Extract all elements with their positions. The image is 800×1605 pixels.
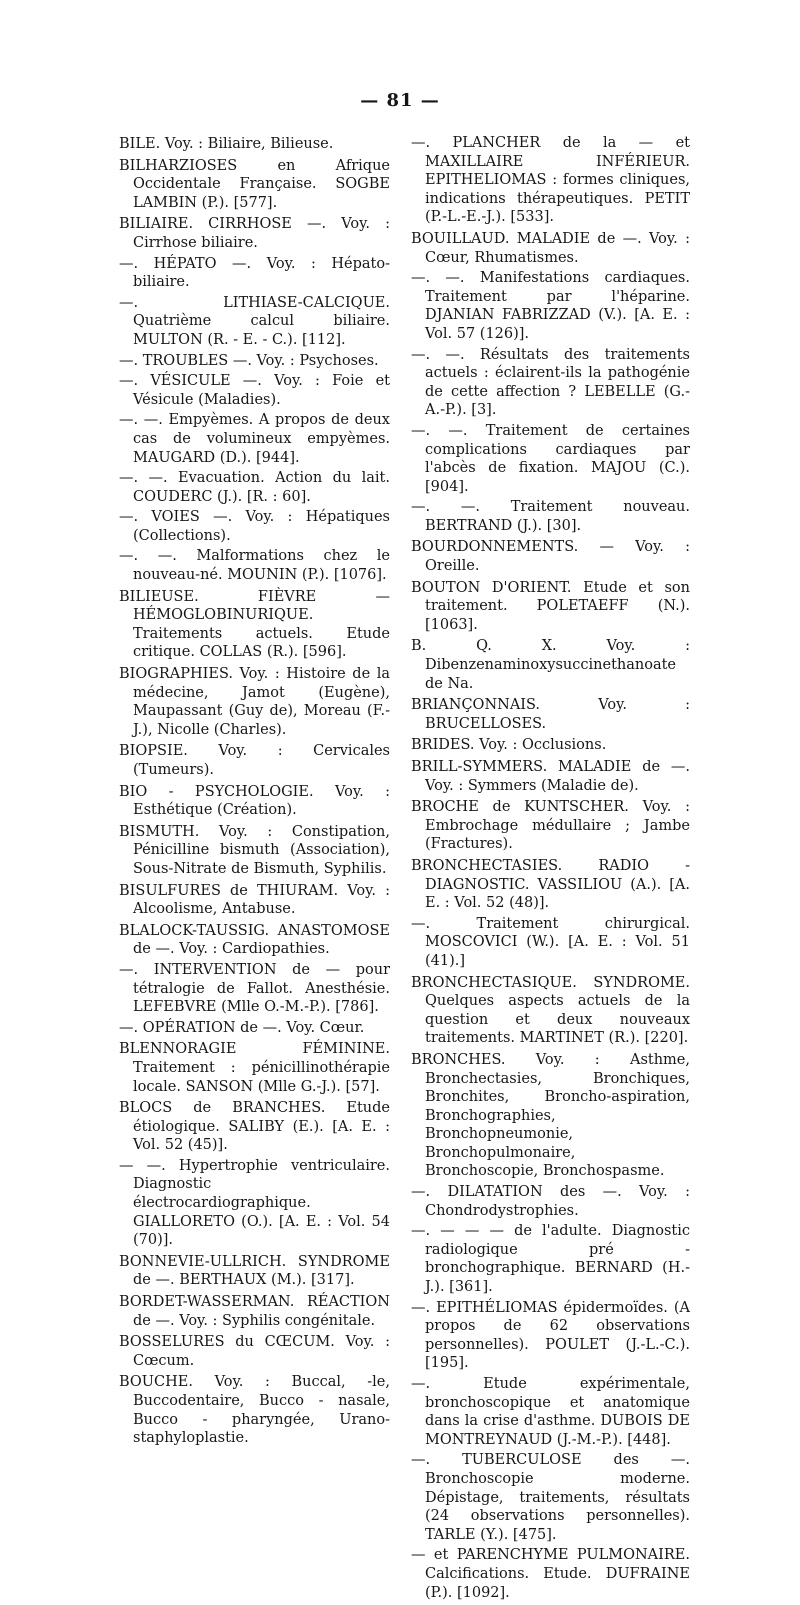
index-entry: BIO - PSYCHOLOGIE. Voy. : Esthétique (Création).: [119, 783, 390, 819]
index-entry: BRONCHES. Voy. : Asthme, Bronchectasies, Bronchiques, Bronchites, Broncho-aspiration, Bronchographies, Bronchopneumonie, Bronchopulmonaire, Bronchoscopie, Bronchospasme.: [411, 1051, 690, 1180]
index-entry: BIOGRAPHIES. Voy. : Histoire de la médecine, Jamot (Eugène), Maupassant (Guy de), Moreau (F.-J.), Nicolle (Charles).: [119, 666, 390, 738]
left-column: [119, 135, 390, 1451]
index-entry: BOURDONNEMENTS. — Voy. : Oreille.: [411, 539, 690, 575]
index-entry: BRILL-SYMMERS. MALADIE de —. Voy. : Symmers (Maladie de).: [411, 759, 690, 794]
index-entry: —. INTERVENTION de — pour tétralogie de Fallot. Anesthésie. LEFEBVRE (Mlle O.-M.-P.). [786].: [119, 961, 390, 1016]
index-entry: —. —. Traitement nouveau. BERTRAND (J.). [30].: [411, 499, 690, 534]
index-entry: —. Traitement chirurgical. MOSCOVICI (W.). [A. E. : Vol. 51 (41).]: [411, 915, 690, 969]
index-entry: —. LITHIASE-CALCIQUE. Quatrième calcul biliaire. MULTON (R. - E. - C.). [112].: [119, 294, 390, 348]
index-entry: BRONCHECTASIES. RADIO - DIAGNOSTIC. VASSILIOU (A.). [A. E. : Vol. 52 (48)].: [411, 857, 690, 912]
index-entry: —. —. Traitement de certaines complications cardiaques par l'abcès de fixation. MAJOU (C.). [904].: [411, 422, 690, 495]
index-entry: BOUTON D'ORIENT. Etude et son traitement. POLETAEFF (N.). [1063].: [411, 579, 690, 633]
index-entry: —. —. Malformations chez le nouveau-né. MOUNIN (P.). [1076].: [119, 548, 390, 584]
index-entry: BOUILLAUD. MALADIE de —. Voy. : Cœur, Rhumatismes.: [411, 230, 690, 266]
index-entry: —. —. Manifestations cardiaques. Traitement par l'héparine. DJANIAN FABRIZZAD (V.). [A. E. : Vol. 57 (126)].: [411, 270, 690, 342]
index-entry: —. — — — de l'adulte. Diagnostic radiologique pré - bronchographique. BERNARD (H.-J.). [361].: [411, 1223, 690, 1296]
index-entry: —. VOIES —. Voy. : Hépatiques (Collections).: [119, 509, 390, 544]
index-entry: BILIAIRE. CIRRHOSE —. Voy. : Cirrhose biliaire.: [119, 216, 390, 251]
index-entry: —. —. Empyèmes. A propos de deux cas de volumineux empyèmes. MAUGARD (D.). [944].: [119, 412, 390, 466]
index-entry: BLALOCK-TAUSSIG. ANASTOMOSE de —. Voy. : Cardiopathies.: [119, 922, 390, 958]
page-number: — 81 —: [360, 90, 440, 111]
index-entry: BILIEUSE. FIÈVRE — HÉMOGLOBINURIQUE. Traitements actuels. Etude critique. COLLAS (R.). [596].: [119, 588, 390, 661]
index-entry: —. DILATATION des —. Voy. : Chondrodystrophies.: [411, 1184, 690, 1219]
index-entry: BRIDES. Voy. : Occlusions.: [411, 737, 607, 754]
index-entry: BOUCHE. Voy. : Buccal, -le, Buccodentaire, Bucco - nasale, Bucco - pharyngée, Urano-staphyloplastie.: [119, 1374, 390, 1447]
index-entry: BLOCS de BRANCHES. Etude étiologique. SALIBY (E.). [A. E. : Vol. 52 (45)].: [119, 1100, 390, 1154]
right-column: [411, 135, 690, 1605]
index-entry: B. Q. X. Voy. : Dibenzenaminoxysuccinethanoate de Na.: [411, 638, 690, 692]
index-entry: BONNEVIE-ULLRICH. SYNDROME de —. BERTHAUX (M.). [317].: [119, 1253, 390, 1289]
index-entry: —. Etude expérimentale, bronchoscopique et anatomique dans la crise d'asthme. DUBOIS DE MONTREYNAUD (J.-M.-P.). [448].: [411, 1376, 690, 1448]
index-entry: —. TROUBLES —. Voy. : Psychoses.: [119, 352, 379, 369]
index-entry: BOSSELURES du CŒCUM. Voy. : Cœcum.: [119, 1334, 390, 1369]
index-entry: BISULFURES de THIURAM. Voy. : Alcoolisme, Antabuse.: [119, 882, 390, 918]
index-entry: —. OPÉRATION de —. Voy. Cœur.: [119, 1019, 365, 1036]
index-entry: —. VÉSICULE —. Voy. : Foie et Vésicule (Maladies).: [119, 373, 390, 408]
index-entry: —. HÉPATO —. Voy. : Hépato-biliaire.: [119, 255, 390, 291]
index-entry: —. PLANCHER de la — et MAXILLAIRE INFÉRIEUR. EPITHELIOMAS : formes cliniques, indications thérapeutiques. PETIT (P.-L.-E.-J.). [533].: [411, 135, 690, 226]
index-entry: — —. Hypertrophie ventriculaire. Diagnostic électrocardiographique. GIALLORETO (O.). [A. E. : Vol. 54 (70)].: [119, 1157, 390, 1249]
index-entry: —. TUBERCULOSE des —. Bronchoscopie moderne. Dépistage, traitements, résultats (24 observations personnelles). TARLE (Y.). [475].: [411, 1452, 690, 1543]
index-entry: —. —. Résultats des traitements actuels : éclairent-ils la pathogénie de cette affection ? LEBELLE (G.-A.-P.). [3].: [411, 346, 690, 419]
index-entry: BIOPSIE. Voy. : Cervicales (Tumeurs).: [119, 743, 390, 778]
index-entry: BRIANÇONNAIS. Voy. : BRUCELLOSES.: [411, 697, 690, 732]
index-entry: BRONCHECTASIQUE. SYNDROME. Quelques aspects actuels de la question et deux nouveaux traitements. MARTINET (R.). [220].: [411, 974, 690, 1047]
index-entry: — et PARENCHYME PULMONAIRE. Calcifications. Etude. DUFRAINE (P.). [1092].: [411, 1547, 690, 1601]
index-entry: BLENNORAGIE FÉMININE. Traitement : pénicillinothérapie locale. SANSON (Mlle G.-J.). [57].: [119, 1041, 390, 1095]
index-entry: BILHARZIOSES en Afrique Occidentale Française. SOGBE LAMBIN (P.). [577].: [119, 157, 390, 211]
index-entry: —. —. Evacuation. Action du lait. COUDERC (J.). [R. : 60].: [119, 470, 390, 505]
index-entry: BORDET-WASSERMAN. RÉACTION de —. Voy. : Syphilis congénitale.: [119, 1294, 390, 1329]
index-entry: —. EPITHÉLIOMAS épidermoïdes. (A propos de 62 observations personnelles). POULET (J.-L.-C.). [195].: [411, 1299, 690, 1372]
index-entry: BILE. Voy. : Biliaire, Bilieuse.: [119, 136, 334, 152]
index-entry: BROCHE de KUNTSCHER. Voy. : Embrochage médullaire ; Jambe (Fractures).: [411, 799, 690, 853]
index-entry: BISMUTH. Voy. : Constipation, Pénicilline bismuth (Association), Sous-Nitrate de Bismuth, Syphilis.: [119, 823, 390, 877]
